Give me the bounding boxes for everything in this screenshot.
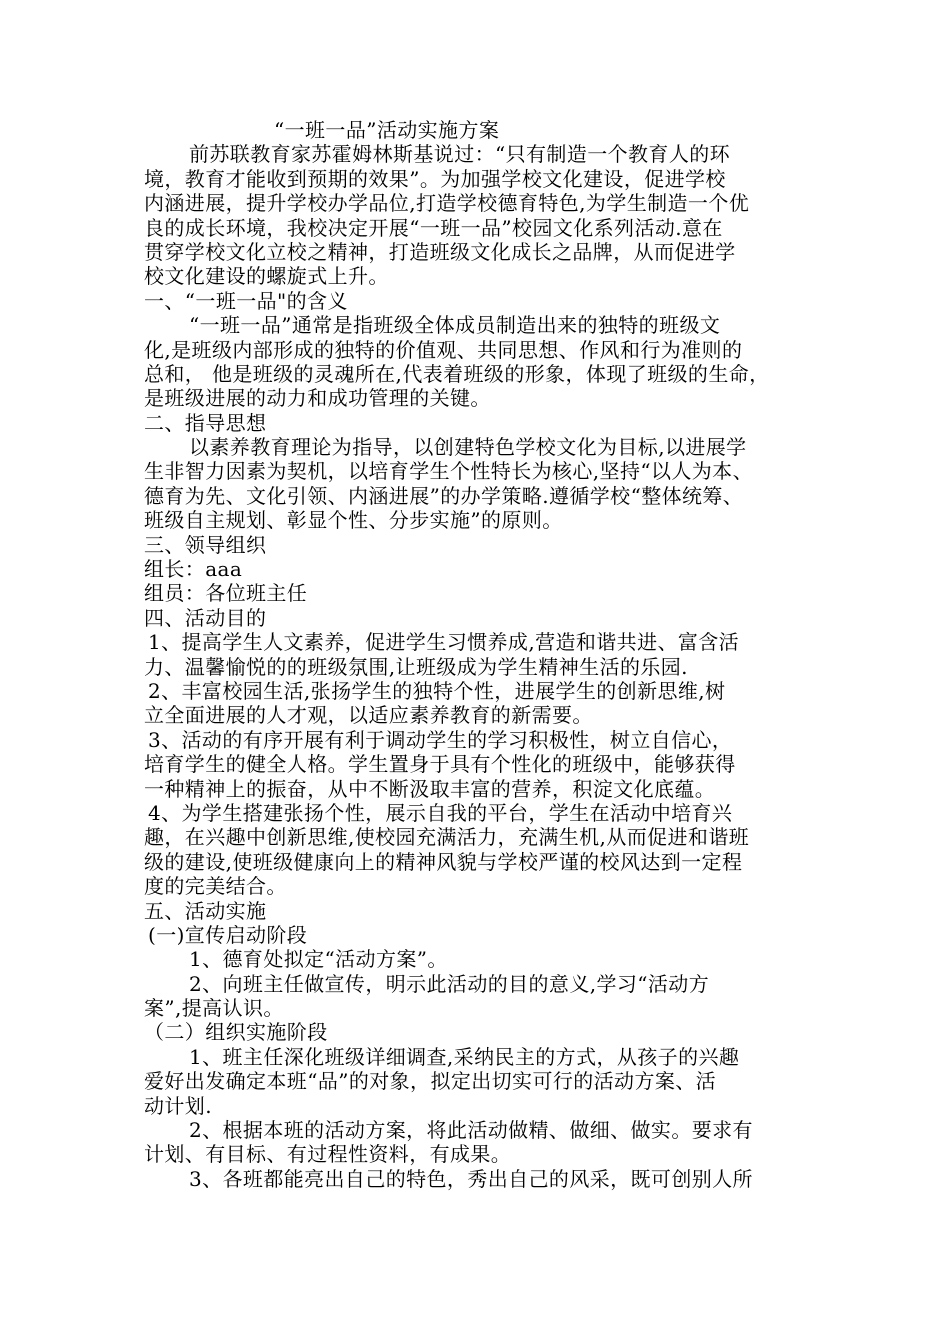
promotion-item-line: 案”,提高认识。 — [144, 996, 284, 1021]
intro-paragraph-line: 前苏联教育家苏霍姆林斯基说过：“只有制造一个教育人的环 — [189, 142, 731, 167]
guidance-paragraph-line: 以素养教育理论为指导，以创建特色学校文化为目标,以进展学 — [189, 435, 747, 460]
leader-line: 组长：aaa — [144, 557, 243, 582]
purpose-item-line: 度的完美结合。 — [144, 874, 287, 899]
meaning-paragraph-line: 化,是班级内部形成的独特的价值观、共同思想、作风和行为准则的 — [144, 337, 743, 362]
section-heading-guidance: 二、指导思想 — [144, 410, 267, 435]
intro-paragraph-line: 境，教育才能收到预期的效果”。为加强学校文化建设，促进学校 — [144, 166, 726, 191]
purpose-item-line: 立全面进展的人才观，以适应素养教育的新需要。 — [144, 703, 593, 728]
purpose-item-line: 培育学生的健全人格。学生置身于具有个性化的班级中，能够获得 — [144, 752, 736, 777]
purpose-item-line: 3、活动的有序开展有利于调动学生的学习积极性，树立自信心， — [148, 727, 733, 752]
meaning-paragraph-line: “一班一品”通常是指班级全体成员制造出来的独特的班级文 — [189, 313, 721, 338]
intro-paragraph-line: 良的成长环境，我校决定开展“一班一品”校园文化系列活动.意在 — [144, 215, 723, 240]
meaning-paragraph-line: 是班级进展的动力和成功管理的关键。 — [144, 386, 491, 411]
intro-paragraph-line: 贯穿学校文化立校之精神，打造班级文化成长之品牌，从而促进学 — [144, 239, 736, 264]
document-body — [144, 118, 816, 1191]
organization-item-line: 动计划. — [144, 1093, 212, 1118]
purpose-item-line: 4、为学生搭建张扬个性，展示自我的平台，学生在活动中培育兴 — [148, 800, 733, 825]
organization-item-line: 3、各班都能亮出自己的特色，秀出自己的风采，既可创别人所 — [189, 1166, 753, 1191]
promotion-item-line: 2、向班主任做宣传，明示此活动的目的意义,学习“活动方 — [189, 971, 710, 996]
organization-item-line: 2、根据本班的活动方案，将此活动做精、做细、做实。要求有 — [189, 1118, 753, 1143]
organization-item-line: 计划、有目标、有过程性资料，有成果。 — [144, 1142, 512, 1167]
purpose-item-line: 级的建设,使班级健康向上的精神风貌与学校严谨的校风达到一定程 — [144, 849, 743, 874]
members-line: 组员：各位班主任 — [144, 581, 308, 606]
purpose-item-line: 1、提高学生人文素养，促进学生习惯养成,营造和谐共进、富含活 — [148, 630, 740, 655]
intro-paragraph-line: 内涵进展，提升学校办学品位,打造学校德育特色,为学生制造一个优 — [144, 191, 750, 216]
organization-item-line: 爱好出发确定本班“品”的对象，拟定出切实可行的活动方案、活 — [144, 1069, 717, 1094]
section-heading-meaning: 一、“一班一品"的含义 — [144, 288, 348, 313]
section-heading-implementation: 五、活动实施 — [144, 898, 267, 923]
promotion-item-line: 1、德育处拟定“活动方案”。 — [189, 947, 448, 972]
subsection-heading-organization: （二）组织实施阶段 — [144, 1020, 328, 1045]
subsection-heading-promotion: (一)宣传启动阶段 — [148, 922, 308, 947]
document-title: “一班一品”活动实施方案 — [274, 118, 500, 142]
intro-paragraph-line: 校文化建设的螺旋式上升。 — [144, 264, 389, 289]
guidance-paragraph-line: 班级自主规划、彰显个性、分步实施”的原则。 — [144, 508, 563, 533]
guidance-paragraph-line: 德育为先、文化引领、内涵进展”的办学策略.遵循学校“整体统筹、 — [144, 483, 744, 508]
organization-item-line: 1、班主任深化班级详细调查,采纳民主的方式，从孩子的兴趣 — [189, 1044, 740, 1069]
purpose-item-line: 一种精神上的振奋，从中不断汲取丰富的营养，积淀文化底蕴。 — [144, 776, 716, 801]
purpose-item-line: 力、温馨愉悦的的班级氛围,让班级成为学生精神生活的乐园. — [144, 654, 688, 679]
meaning-paragraph-line: 总和， 他是班级的灵魂所在,代表着班级的形象，体现了班级的生命， — [144, 361, 770, 386]
purpose-item-line: 2、丰富校园生活,张扬学生的独特个性，进展学生的创新思维,树 — [148, 678, 726, 703]
guidance-paragraph-line: 生非智力因素为契机，以培育学生个性特长为核心,坚持“以人为本、 — [144, 459, 753, 484]
section-heading-purpose: 四、活动目的 — [144, 605, 267, 630]
section-heading-leadership: 三、领导组织 — [144, 532, 267, 557]
purpose-item-line: 趣，在兴趣中创新思维,使校园充满活力，充满生机,从而促进和谐班 — [144, 825, 750, 850]
